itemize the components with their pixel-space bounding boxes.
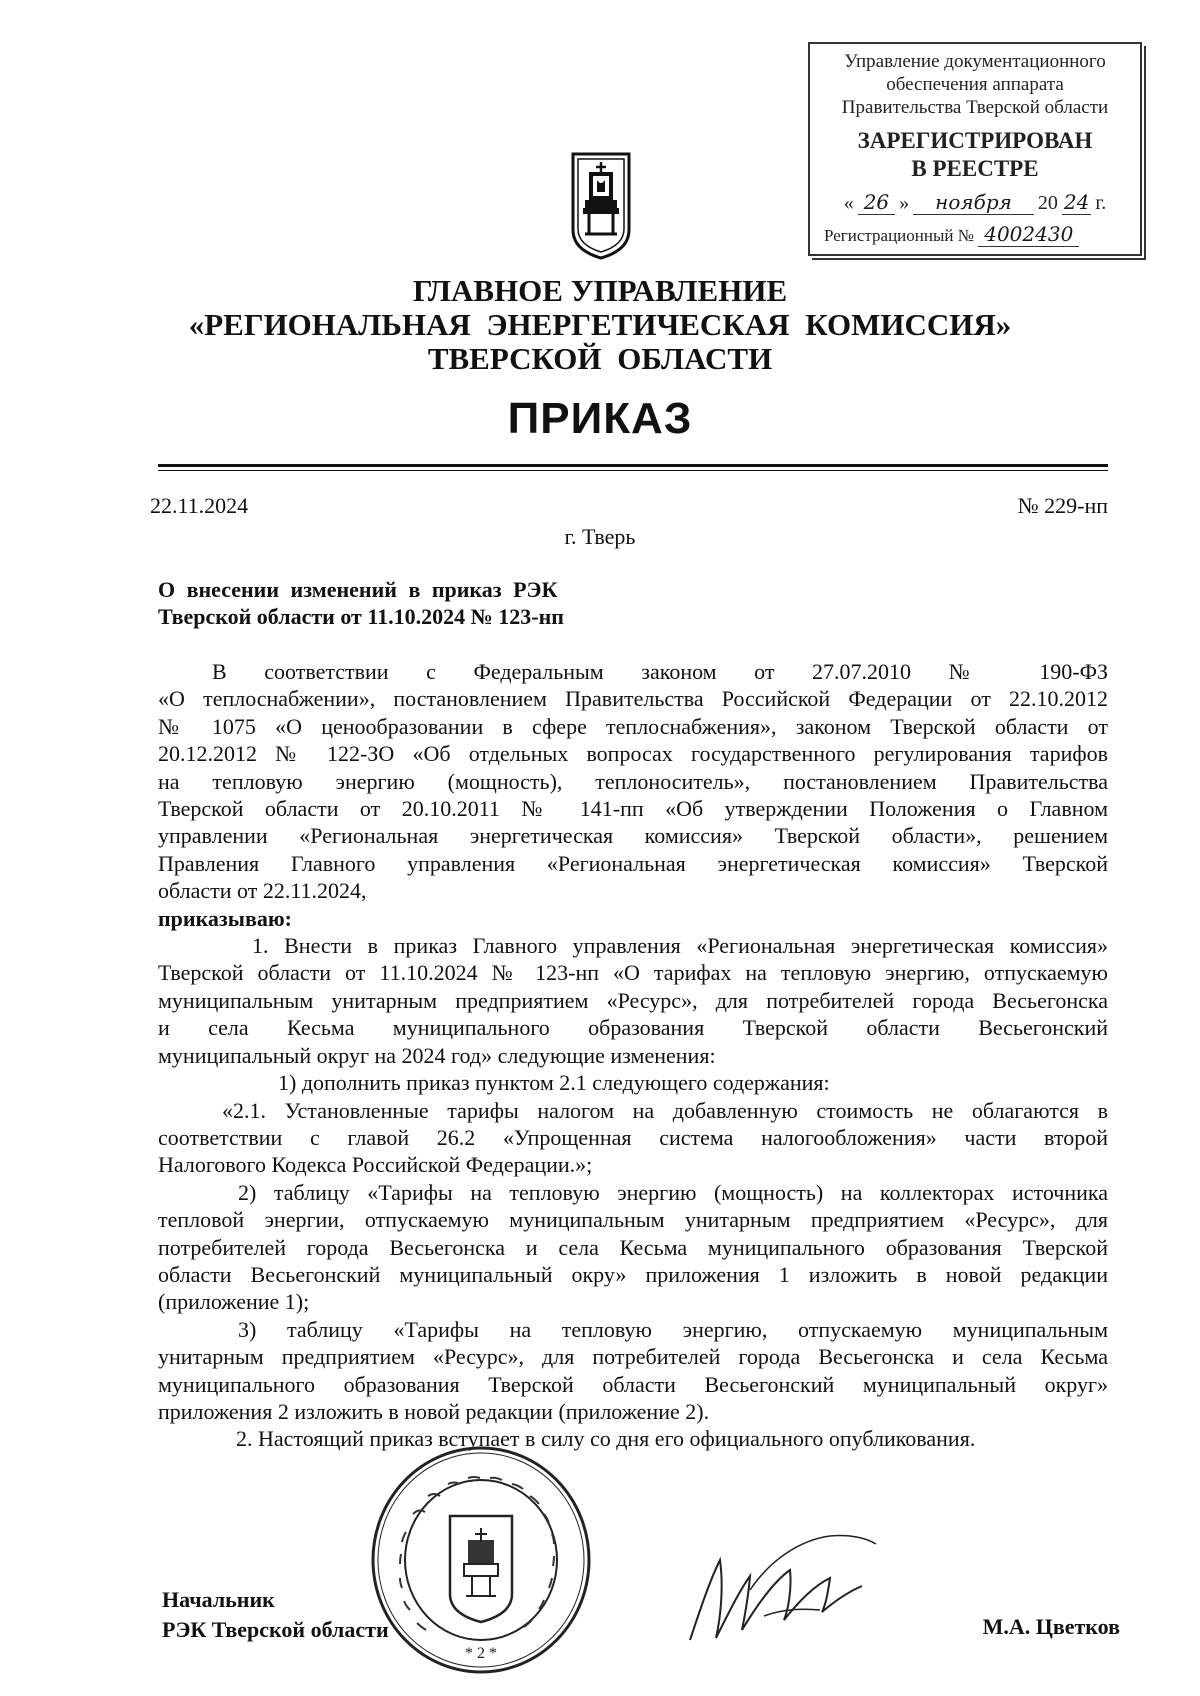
stamp-date-row bbox=[810, 191, 1140, 215]
stamp-org-line: обеспечения аппарата bbox=[886, 74, 1064, 95]
body-line: муниципального образования Тверской области Весьегонский муниципальный округ» bbox=[158, 1371, 1108, 1397]
stamp-reg-number-row bbox=[810, 223, 1140, 247]
quote-2-1 bbox=[158, 1097, 1108, 1179]
body-line: «2.1. Установленные тарифы налогом на добавленную стоимость не облагаются в bbox=[222, 1097, 1108, 1123]
stamp-year-suffix: 24 bbox=[1063, 190, 1090, 214]
sub-item-2 bbox=[158, 1179, 1108, 1316]
stamp-registered: В РЕЕСТРЕ bbox=[911, 156, 1039, 181]
stamp-quote: » bbox=[899, 192, 910, 214]
body-line: унитарным предприятием «Ресурс», для потребителей города Весьегонска и села Кесьма bbox=[158, 1344, 1108, 1370]
subject-line: Тверской области от 11.10.2024 № 123-нп bbox=[158, 604, 564, 629]
body-line: муниципальным унитарным предприятием «Ресурс», для потребителей города Весьегонска bbox=[158, 987, 1108, 1013]
sub-item-1: 1) дополнить приказ пунктом 2.1 следующего содержания: bbox=[278, 1070, 830, 1096]
body-line: на тепловую энергию (мощность), теплоноситель», постановлением Правительства bbox=[158, 768, 1108, 794]
item-2: 2. Настоящий приказ вступает в силу со дня его официального опубликования. bbox=[236, 1426, 976, 1452]
stamp-month: ноября bbox=[913, 191, 1034, 215]
body-line: области от 22.11.2024, bbox=[158, 878, 367, 904]
body-line: Тверской области от 11.10.2024 № 123-нп «О тарифах на тепловую энергию, отпускаемую bbox=[158, 960, 1108, 986]
stamp-reg-label: Регистрационный № bbox=[824, 226, 974, 245]
subject-line: О внесении изменений в приказ РЭК bbox=[158, 577, 558, 602]
stamp-day: 26 bbox=[858, 191, 895, 215]
stamp-org-line: Правительства Тверской области bbox=[841, 97, 1109, 118]
header-line: «РЕГИОНАЛЬНАЯ ЭНЕРГЕТИЧЕСКАЯ КОМИССИЯ» bbox=[188, 307, 1012, 342]
body-line: области Весьегонский муниципальный окру» приложения 1 изложить в новой редакции bbox=[158, 1261, 1108, 1287]
body-line: Налогового Кодекса Российской Федерации.»; bbox=[158, 1152, 593, 1178]
coat-of-arms-icon bbox=[569, 150, 633, 260]
handwritten-signature-icon bbox=[680, 1520, 890, 1650]
body-line: № 1075 «О ценообразовании в сфере теплоснабжения», законом Тверской области от bbox=[158, 713, 1108, 739]
header-rule bbox=[158, 470, 1108, 471]
header-rule bbox=[158, 464, 1108, 467]
body-line: Тверской области от 20.10.2011 № 141-пп «Об утверждении Положения о Главном bbox=[158, 796, 1108, 822]
body-line: управлении «Региональная энергетическая комиссия» Тверской области», решением bbox=[158, 823, 1108, 849]
body-line: тепловой энергии, отпускаемую муниципальным унитарным предприятием «Ресурс», для bbox=[158, 1207, 1108, 1233]
preamble bbox=[158, 658, 1108, 905]
body-line: потребителей города Весьегонска и села Кесьма муниципального образования Тверской bbox=[158, 1234, 1108, 1260]
body-line: В соответствии с Федеральным законом от 27.07.2010 № 190-ФЗ bbox=[212, 659, 1108, 684]
body-line: и села Кесьма муниципального образования Тверской области Весьегонский bbox=[158, 1015, 1108, 1041]
order-number: № 229-нп bbox=[1017, 493, 1108, 518]
order-subject bbox=[158, 576, 564, 630]
body-line: муниципальный округ на 2024 год» следующие изменения: bbox=[158, 1042, 716, 1068]
stamp-org-line: Управление документационного bbox=[844, 51, 1106, 72]
body-line: приложения 2 изложить в новой редакции (приложение 2). bbox=[158, 1398, 710, 1424]
stamp-year-prefix: 20 bbox=[1037, 192, 1058, 214]
body-line: 20.12.2012 № 122-ЗО «Об отдельных вопросах государственного регулирования тарифов bbox=[158, 741, 1108, 767]
body-line: 2) таблицу «Тарифы на тепловую энергию (мощность) на коллекторах источника bbox=[238, 1179, 1108, 1205]
registration-stamp bbox=[808, 42, 1142, 256]
signer-name: М.А. Цветков bbox=[982, 1614, 1120, 1639]
header-line: ГЛАВНОЕ УПРАВЛЕНИЕ bbox=[412, 273, 788, 308]
header-line: ТВЕРСКОЙ ОБЛАСТИ bbox=[427, 341, 773, 376]
body-line: Правления Главного управления «Региональная энергетическая комиссия» Тверской bbox=[158, 850, 1108, 876]
order-date: 22.11.2024 bbox=[150, 493, 249, 518]
stamp-quote: « bbox=[843, 192, 854, 214]
signer-position-line: Начальник bbox=[162, 1587, 275, 1612]
sub-item-3 bbox=[158, 1316, 1108, 1426]
stamp-registered: ЗАРЕГИСТРИРОВАН bbox=[857, 128, 1093, 153]
official-seal-icon bbox=[368, 1444, 594, 1676]
document-type: ПРИКАЗ bbox=[507, 394, 693, 443]
body-line: 1. Внести в приказ Главного управления «Региональная энергетическая комиссия» bbox=[252, 933, 1108, 959]
body-line: (приложение 1); bbox=[158, 1289, 310, 1315]
body-line: 3) таблицу «Тарифы на тепловую энергию, отпускаемую муниципальным bbox=[238, 1316, 1108, 1342]
body-line: соответствии с главой 26.2 «Упрощенная система налогообложения» части второй bbox=[158, 1124, 1108, 1150]
stamp-year-tail: г. bbox=[1095, 192, 1107, 214]
order-word: приказываю: bbox=[158, 905, 292, 931]
signer-position bbox=[162, 1585, 389, 1645]
signer-position-line: РЭК Тверской области bbox=[162, 1617, 389, 1642]
order-body bbox=[158, 658, 1108, 1453]
body-line: «О теплоснабжении», постановлением Правительства Российской Федерации от 22.10.2012 bbox=[158, 686, 1108, 712]
order-city: г. Тверь bbox=[564, 524, 636, 549]
stamp-reg-number: 4002430 bbox=[978, 222, 1079, 247]
item-1 bbox=[158, 932, 1108, 1069]
seal-number: * 2 * bbox=[465, 1645, 497, 1662]
